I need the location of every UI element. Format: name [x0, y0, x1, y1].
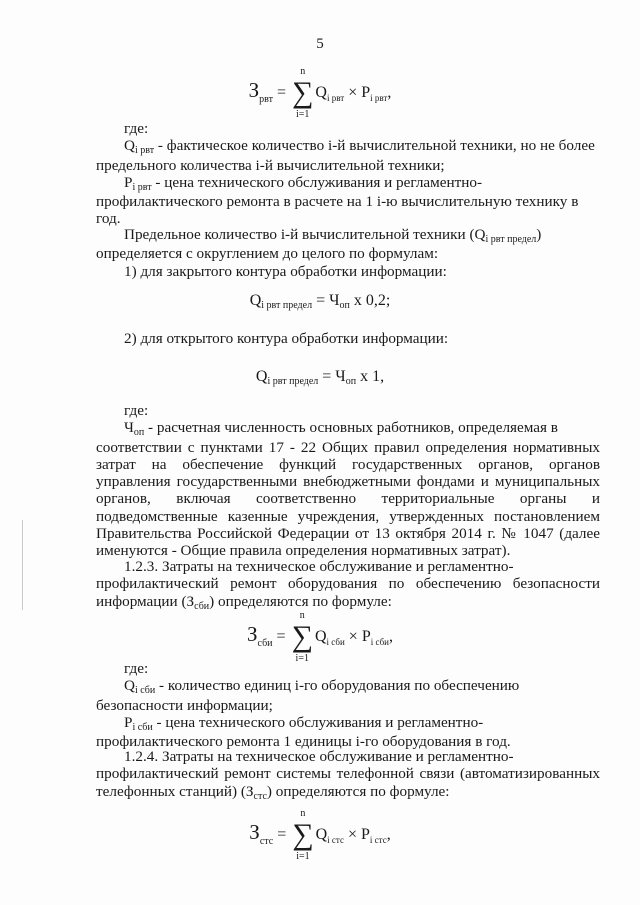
formula-z-sbi: [0, 610, 640, 665]
formula-punct: ,: [387, 84, 392, 101]
scan-mark: [22, 520, 23, 610]
formula-q-limit-closed: [0, 292, 640, 310]
definition-text: соответствии с пунктами 17 - 22 Общих правил определения нормативных: [96, 438, 600, 456]
equals-sign: =: [277, 84, 287, 101]
where-label: где:: [124, 120, 149, 137]
where-label: где:: [124, 660, 149, 677]
formula-subscript: i рвт предел: [261, 300, 313, 311]
formula-subscript: i рвт предел: [267, 376, 319, 387]
formula-z-sts: [0, 808, 640, 863]
limit-paragraph: [96, 226, 600, 280]
sum-sign: ∑ n i=1: [292, 66, 314, 121]
paragraph-1-2-4: [96, 748, 600, 802]
times-sign: ×: [348, 628, 358, 645]
definition-line: [96, 714, 600, 733]
formula-symbol: Q: [315, 826, 328, 843]
formula-subscript: i рвт предел: [485, 234, 537, 245]
sum-upper: n: [300, 66, 306, 78]
paragraph-text: определяется с округлением до целого по формулам:: [96, 245, 439, 263]
definition-line: [96, 137, 600, 156]
definition-text: подведомственные казенные учреждения, утвержденных постановлением: [96, 507, 600, 525]
definition-text: профилактического ремонта в расчете на 1 i-ю вычислительную технику в: [96, 193, 579, 211]
paragraph-text: ) определяются по формуле:: [209, 592, 392, 610]
paragraph-line: [96, 226, 600, 245]
paragraph-text: ) определяются по формуле:: [266, 782, 450, 800]
formula-symbol: З: [248, 78, 260, 102]
formula-text: = Ч: [312, 292, 340, 309]
times-sign: ×: [348, 84, 358, 101]
formula-symbol: P: [124, 173, 133, 191]
formula-symbol: P: [361, 84, 371, 101]
formula-subscript: оп: [339, 300, 350, 311]
formula-subscript: сби: [257, 638, 273, 649]
definition-text: Правительства Российской Федерации от 13 октября 2014 г. № 1047 (далее: [96, 525, 600, 543]
paragraph-text: 1.2.3. Затраты на техническое обслуживание и регламентно-: [124, 558, 514, 575]
formula-symbol: Q: [124, 677, 135, 695]
paragraph-line: [96, 593, 600, 612]
formula-punct: ,: [386, 826, 391, 843]
formula-symbol: З: [249, 820, 260, 844]
formula-subscript: i рвт: [370, 93, 388, 103]
sum-upper: n: [300, 808, 306, 820]
sum-lower: i=1: [296, 109, 310, 121]
sum-upper: n: [299, 610, 305, 622]
formula-symbol: Q: [315, 84, 327, 101]
definition-text: органов, включая соответственно территориальные органы и: [96, 490, 600, 508]
formula-text: х 1,: [356, 368, 385, 385]
definition-text: именуются - Общие правила определения нормативных затрат).: [96, 542, 511, 560]
formula-subscript: i сби: [326, 637, 345, 647]
formula-subscript: i сби: [134, 685, 156, 697]
formula-symbol: Q: [314, 628, 327, 645]
formula-subscript: i сби: [132, 721, 153, 733]
formula-symbol: P: [361, 628, 371, 645]
times-sign: ×: [347, 826, 357, 843]
list-item: 1) для закрытого контура обработки информации:: [124, 262, 447, 280]
definition-text: - цена технического обслуживания и регламентно-: [155, 173, 483, 191]
definition-text: управления государственными внебюджетными фондами и муниципальных: [96, 473, 600, 491]
paragraph-text: Предельное количество i-й вычислительной техники (Q: [124, 226, 486, 243]
formula-subscript: рвт: [259, 94, 273, 105]
list-item: 2) для открытого контура обработки информации:: [124, 330, 449, 347]
formula-subscript: i рвт: [132, 181, 152, 193]
where-block-3: [96, 660, 600, 750]
paragraph-text: профилактический ремонт оборудования по обеспечению безопасности: [96, 575, 600, 593]
definition-text: предельного количества i-й вычислительной техники;: [96, 156, 445, 174]
paragraph-text: телефонных станций) (З: [96, 782, 254, 800]
sum-sign: ∑ n i=1: [291, 610, 313, 665]
where-block-1: [96, 120, 600, 228]
formula-subscript: i рвт: [134, 145, 155, 157]
definition-line: [96, 677, 600, 696]
paragraph-text: информации (З: [96, 592, 195, 610]
sum-lower: i=1: [295, 653, 309, 665]
equals-sign: =: [276, 628, 286, 645]
paragraph-text: профилактический ремонт системы телефонной связи (автоматизированных: [96, 765, 600, 783]
definition-text: - цена технического обслуживания и регламентно-: [152, 713, 484, 731]
formula-subscript: сби: [194, 600, 210, 612]
definition-text: затрат на обеспечение функций государственных органов, органов: [96, 455, 600, 473]
formula-symbol: Q: [249, 292, 262, 309]
equals-sign: =: [277, 826, 287, 843]
where-block-2: [96, 402, 600, 560]
formula-subscript: i рвт: [326, 93, 345, 103]
formula-punct: ,: [388, 628, 393, 645]
definition-text: - расчетная численность основных работников, определяемая в: [144, 419, 558, 437]
formula-subscript: оп: [345, 376, 357, 387]
definition-text: - фактическое количество i-й вычислительной техники, но не более: [154, 137, 595, 155]
formula-q-limit-open: [0, 368, 640, 386]
formula-symbol: Ч: [124, 419, 134, 437]
definition-line: [96, 419, 600, 438]
formula-subscript: оп: [133, 427, 145, 439]
formula-subscript: i стс: [327, 835, 344, 845]
formula-subscript: i стс: [369, 835, 387, 845]
formula-subscript: i сби: [370, 637, 389, 647]
formula-symbol: Q: [124, 137, 135, 155]
formula-symbol: З: [247, 622, 258, 646]
formula-subscript: стс: [259, 836, 274, 847]
formula-z-rvt: [0, 66, 640, 121]
definition-line: [96, 174, 600, 193]
formula-symbol: P: [361, 826, 370, 843]
paragraph-1-2-3: [96, 558, 600, 612]
sum-lower: i=1: [296, 851, 310, 863]
paragraph-text: 1.2.4. Затраты на техническое обслуживание и регламентно-: [124, 748, 514, 765]
paragraph-line: [96, 783, 600, 802]
sum-sign: ∑ n i=1: [292, 808, 314, 863]
formula-text: = Ч: [318, 368, 346, 385]
paragraph-text: ): [536, 226, 542, 243]
definition-text: профилактического ремонта 1 единицы i-го оборудования в год.: [96, 733, 511, 751]
where-label: где:: [124, 402, 149, 419]
item-2: [96, 330, 600, 347]
page-number: 5: [316, 36, 324, 52]
formula-text: х 0,2;: [349, 292, 391, 309]
formula-subscript: стс: [253, 790, 267, 802]
formula-symbol: Q: [255, 368, 268, 385]
definition-text: год.: [96, 210, 121, 228]
definition-text: безопасности информации;: [96, 696, 273, 714]
definition-text: - количество единиц i-го оборудования по обеспечению: [155, 677, 520, 695]
formula-symbol: P: [124, 713, 133, 731]
